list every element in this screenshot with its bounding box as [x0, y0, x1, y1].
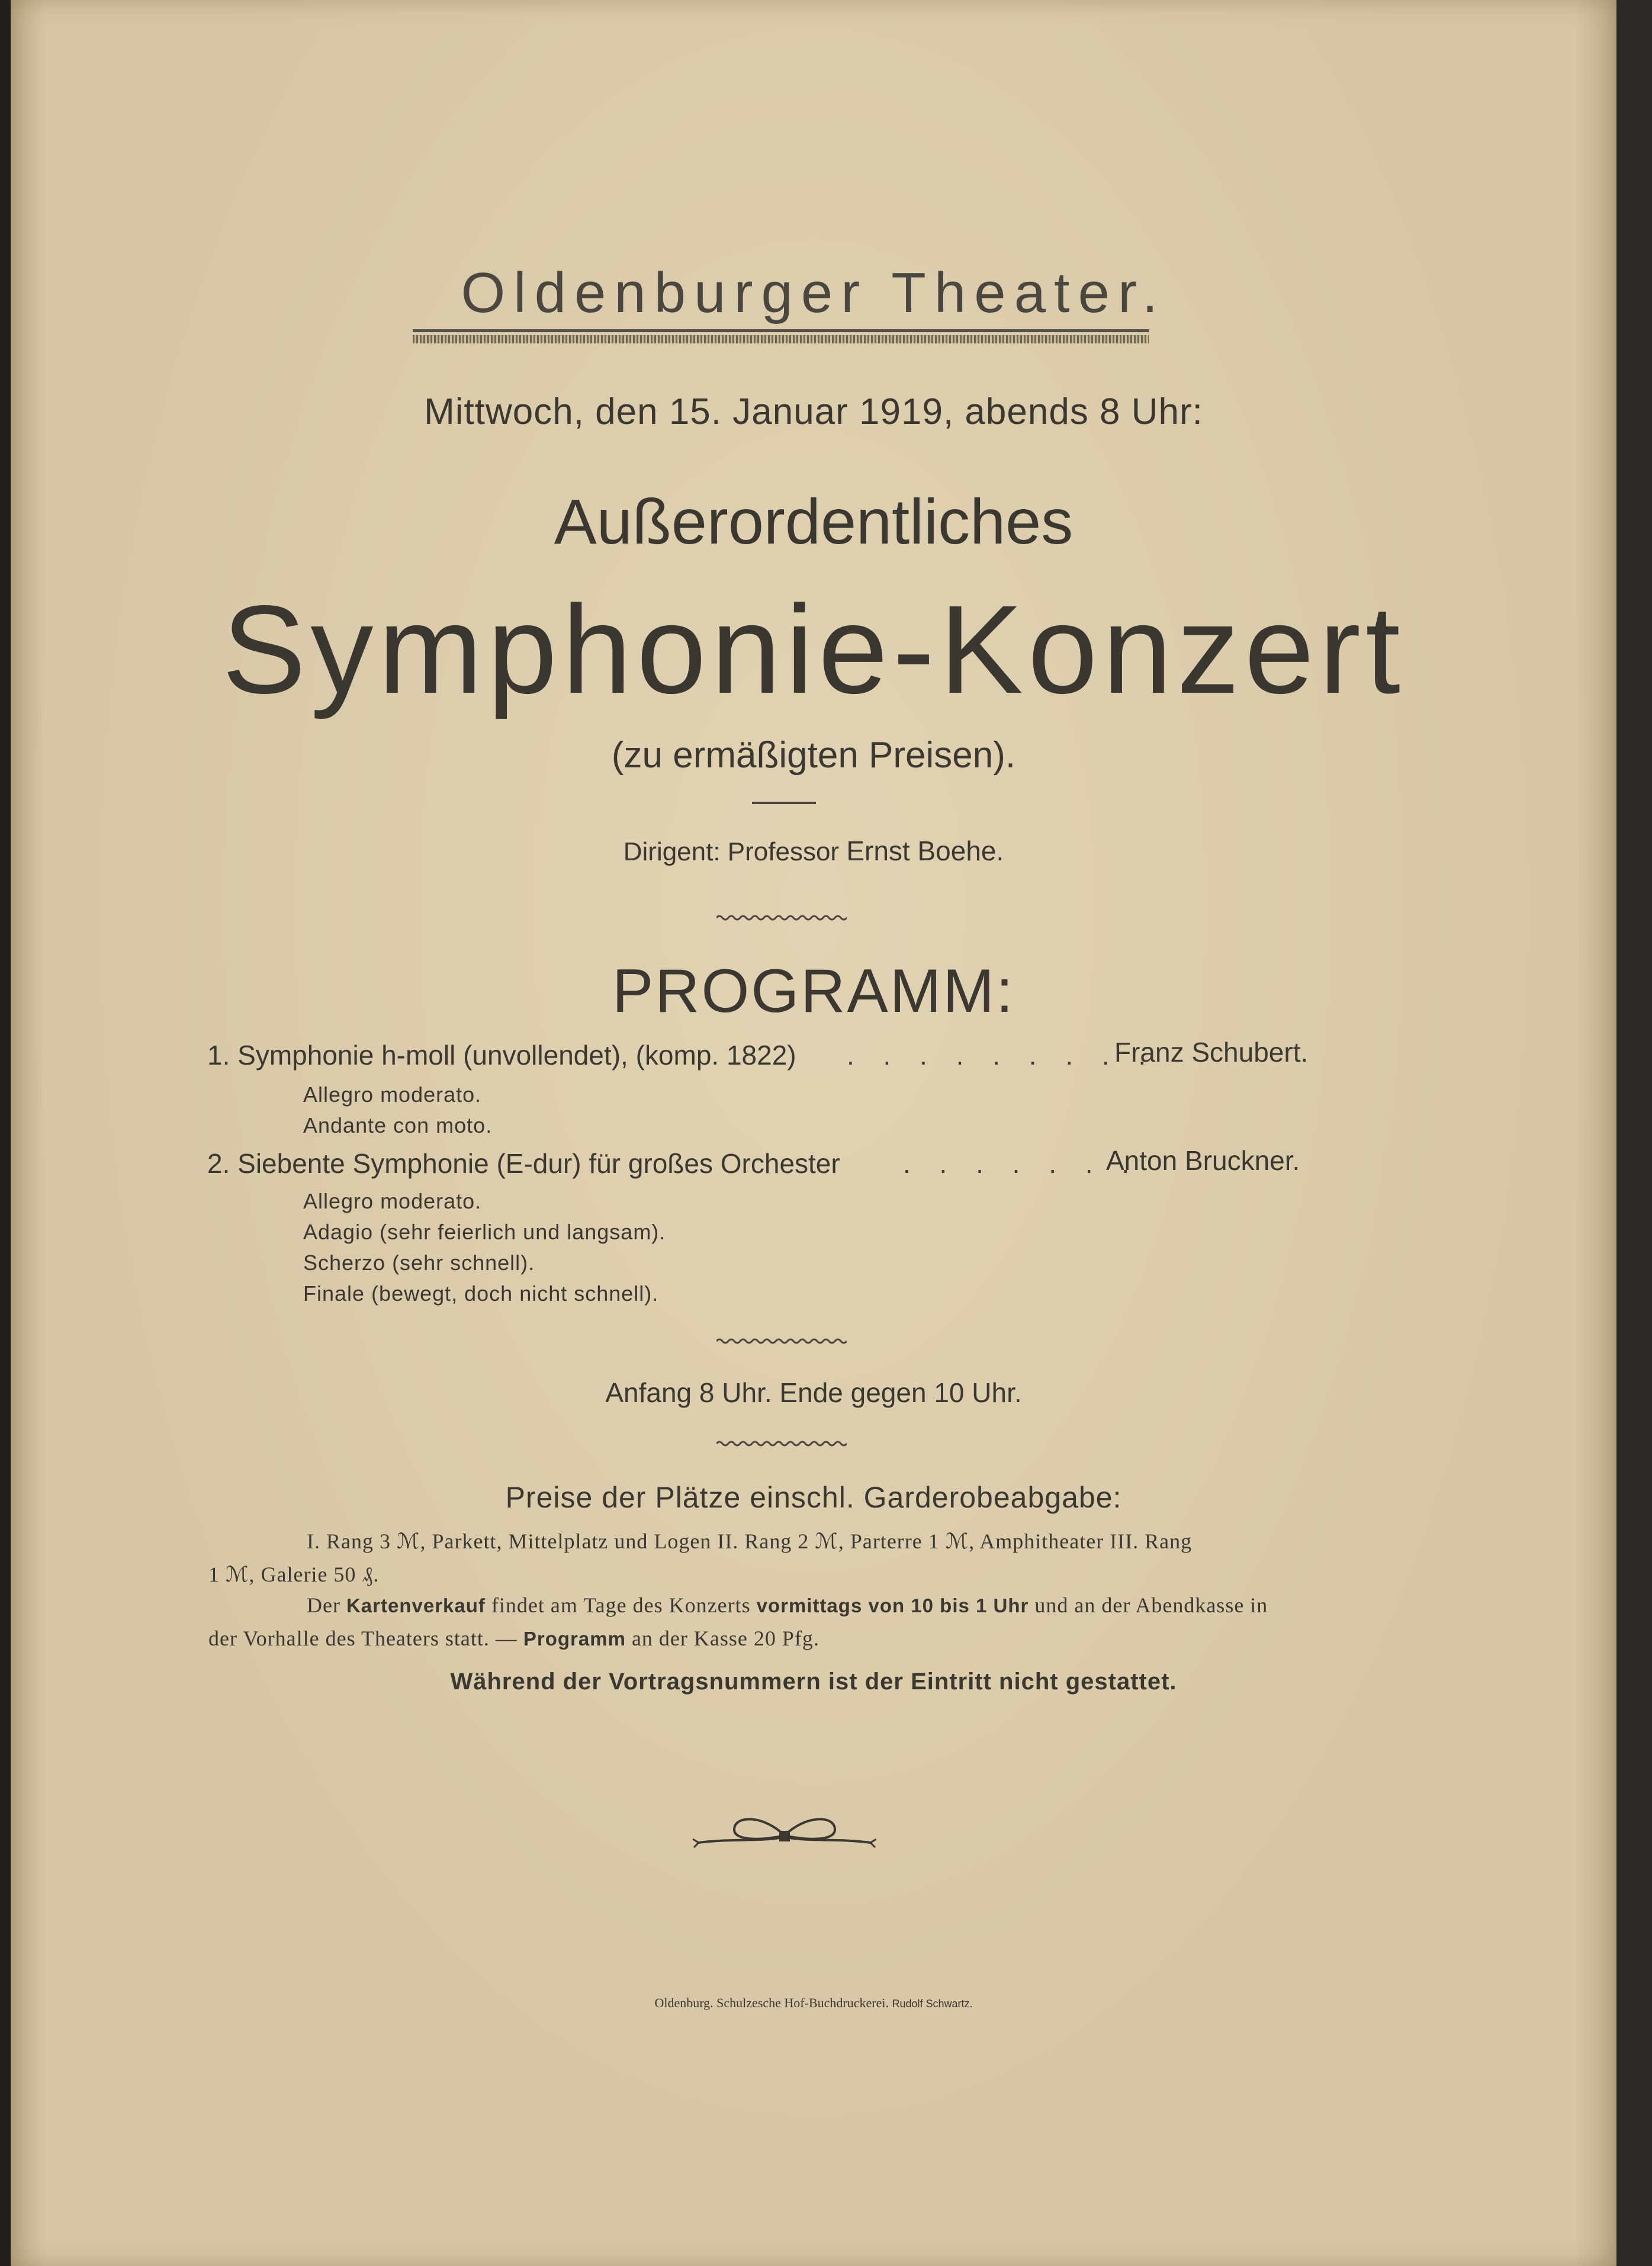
program-item-2	[207, 1148, 840, 1179]
sale-text: an der Kasse 20 Pfg.	[631, 1627, 819, 1650]
date-line: Mittwoch, den 15. Januar 1919, abends 8 Uhr:	[424, 391, 1203, 432]
item-number: 2.	[207, 1148, 230, 1179]
conductor-prefix: Dirigent: Professor	[623, 837, 840, 866]
title-ornamental-rule	[413, 335, 1149, 343]
item-leader-dots: . . . . . . .	[903, 1148, 1140, 1179]
page-right-edge	[1616, 0, 1652, 2266]
item-details: (E-dur) für großes Orchester	[496, 1148, 840, 1179]
composer-schubert: Franz Schubert.	[1114, 1037, 1309, 1068]
sale-emphasis: Kartenverkauf	[346, 1595, 486, 1616]
short-divider	[752, 802, 816, 804]
sale-text: der Vorhalle des Theaters statt. —	[208, 1627, 518, 1650]
printer-owner: Rudolf Schwartz.	[892, 1998, 973, 2010]
ticket-sale-line-2	[208, 1626, 819, 1651]
title-underline	[413, 329, 1149, 332]
bow-ornament-icon	[693, 1812, 876, 1853]
movement: Allegro moderato.	[303, 1189, 482, 1213]
printer-imprint	[11, 1995, 1616, 2011]
movement: Allegro moderato.	[303, 1082, 482, 1107]
item-details: (unvollendet), (komp. 1822)	[463, 1040, 796, 1071]
theater-title: Oldenburger Theater.	[461, 261, 1166, 324]
concert-title: Symphonie-Konzert	[222, 579, 1405, 719]
prices-heading: Preise der Plätze einschl. Garderobeabgabe:	[505, 1481, 1122, 1514]
program-emphasis: Programm	[523, 1628, 626, 1650]
start-end-times: Anfang 8 Uhr. Ende gegen 10 Uhr.	[605, 1377, 1022, 1408]
movement: Finale (bewegt, doch nicht schnell).	[303, 1281, 659, 1306]
movement: Adagio (sehr feierlich und langsam).	[303, 1220, 666, 1244]
entry-notice: Während der Vortragsnummern ist der Eintritt nicht gestattet.	[450, 1669, 1177, 1695]
squiggle-divider-icon	[716, 912, 847, 924]
program-item-1	[207, 1039, 796, 1071]
sale-text: und an der Abendkasse in	[1034, 1593, 1268, 1617]
conductor-line	[11, 835, 1616, 867]
prices-line-1: I. Rang 3 ℳ, Parkett, Mittelplatz und Logen II. Rang 2 ℳ, Parterre 1 ℳ, Amphitheater III. Rang	[307, 1529, 1193, 1553]
squiggle-divider-icon	[716, 1335, 847, 1347]
printer-name: Oldenburg. Schulzesche Hof-Buchdruckerei.	[654, 1995, 889, 2010]
movement: Scherzo (sehr schnell).	[303, 1251, 535, 1275]
pre-title: Außerordentliches	[554, 486, 1074, 557]
program-heading: PROGRAMM:	[612, 957, 1015, 1026]
item-title: Symphonie h-moll	[237, 1040, 456, 1071]
ticket-sale-line-1	[307, 1593, 1268, 1618]
item-number: 1.	[207, 1040, 230, 1071]
sale-hours: vormittags von 10 bis 1 Uhr	[756, 1595, 1029, 1616]
subtitle: (zu ermäßigten Preisen).	[611, 735, 1016, 776]
sale-text: Der	[307, 1593, 340, 1617]
item-leader-dots: . . . . . . . . .	[847, 1040, 1157, 1071]
movement: Andante con moto.	[303, 1113, 493, 1137]
conductor-name: Ernst Boehe.	[846, 835, 1004, 866]
item-title: Siebente Symphonie	[237, 1148, 489, 1179]
sale-text: findet am Tage des Konzerts	[491, 1593, 751, 1617]
squiggle-divider-icon	[716, 1438, 847, 1449]
composer-bruckner: Anton Bruckner.	[1106, 1145, 1300, 1176]
prices-line-2: 1 ℳ, Galerie 50 ₰.	[208, 1563, 380, 1586]
